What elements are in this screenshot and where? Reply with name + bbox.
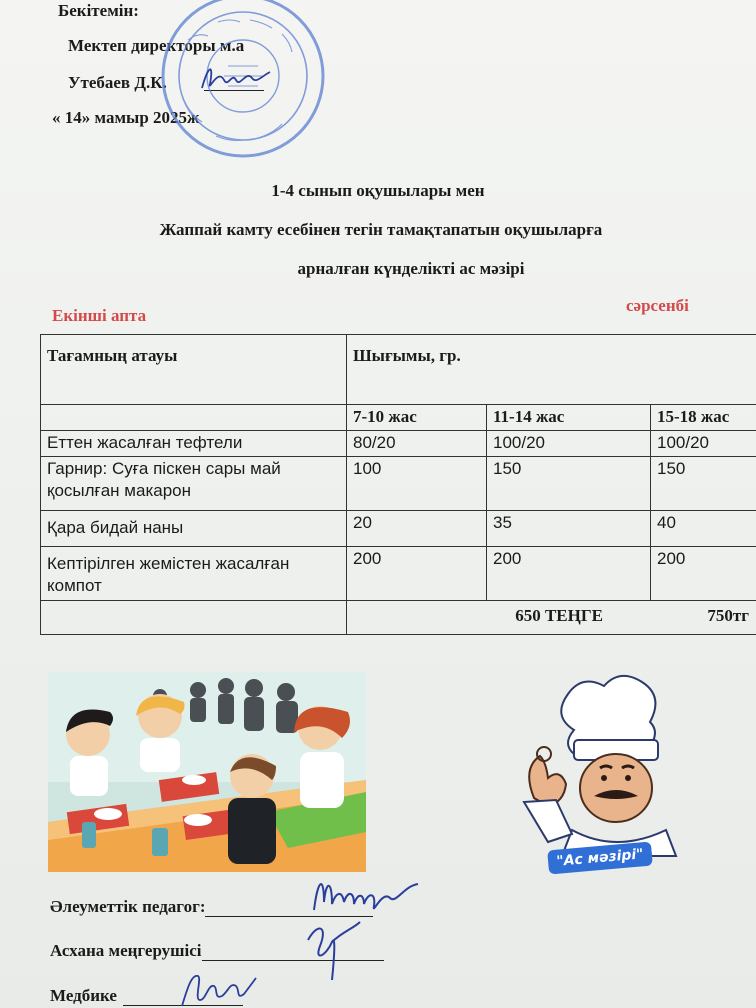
approval-date: « 14» мамыр 2025ж	[52, 108, 200, 127]
week-label: Екінші апта	[52, 306, 147, 325]
director-signature-icon	[196, 58, 276, 100]
title-line-2: Жаппай камту есебінен тегін тамақтапатын оқушыларға	[159, 220, 603, 239]
price-secondary: 750тг	[707, 606, 749, 625]
header-dish: Тағамның атауы	[41, 335, 347, 405]
handwritten-signature-icon	[174, 970, 260, 1008]
age-11-14: 11-14 жас	[487, 405, 651, 431]
dish-name: Еттен жасалған тефтели	[41, 431, 347, 457]
table-row	[41, 457, 756, 511]
menu-table	[40, 334, 756, 635]
total-empty-cell	[41, 601, 347, 635]
yield-15-18: 40	[651, 511, 756, 547]
age-row-empty-cell	[41, 405, 347, 431]
yield-11-14: 35	[487, 511, 651, 547]
children-eating-illustration	[48, 672, 366, 872]
yield-11-14: 200	[487, 547, 651, 601]
director-position: Мектеп директоры м.а	[68, 36, 245, 55]
table-row	[41, 431, 756, 457]
dish-name: Гарнир: Суға піскен сары май қосылған макарон	[41, 457, 347, 511]
yield-11-14: 100/20	[487, 431, 651, 457]
title-line-3: арналған күнделікті ас мәзірі	[297, 259, 525, 278]
approved-label: Бекітемін:	[58, 1, 139, 20]
yield-7-10: 20	[347, 511, 487, 547]
yield-15-18: 100/20	[651, 431, 756, 457]
yield-7-10: 200	[347, 547, 487, 601]
age-15-18: 15-18 жас	[651, 405, 756, 431]
age-7-10: 7-10 жас	[347, 405, 487, 431]
yield-11-14: 150	[487, 457, 651, 511]
director-name: Утебаев Д.К.	[68, 73, 167, 92]
handwritten-signature-icon	[298, 916, 368, 986]
title-line-1: 1-4 сынып оқушылары мен	[271, 181, 485, 200]
table-total-row	[41, 601, 756, 635]
header-yield: Шығымы, гр.	[347, 335, 756, 405]
chef-icon	[504, 670, 688, 870]
yield-15-18: 150	[651, 457, 756, 511]
price-cell	[347, 601, 756, 635]
yield-7-10: 100	[347, 457, 487, 511]
canteen-head-label: Асхана меңгерушісі	[50, 941, 202, 960]
table-row	[41, 547, 756, 601]
social-pedagogue-label: Әлеуметтік педагог:	[50, 897, 206, 916]
yield-15-18: 200	[651, 547, 756, 601]
day-label: сәрсенбі	[626, 296, 689, 315]
dish-name: Кептірілген жемістен жасалған компот	[41, 547, 347, 601]
price-primary: 650 ТЕҢГЕ	[515, 606, 603, 625]
table-age-row	[41, 405, 756, 431]
yield-7-10: 80/20	[347, 431, 487, 457]
table-row	[41, 511, 756, 547]
handwritten-signature-icon	[308, 872, 434, 918]
dish-name: Қара бидай наны	[41, 511, 347, 547]
nurse-label: Медбике	[50, 986, 117, 1005]
table-header-row	[41, 335, 756, 405]
chef-caption: "Ас мәзірі"	[547, 842, 653, 875]
